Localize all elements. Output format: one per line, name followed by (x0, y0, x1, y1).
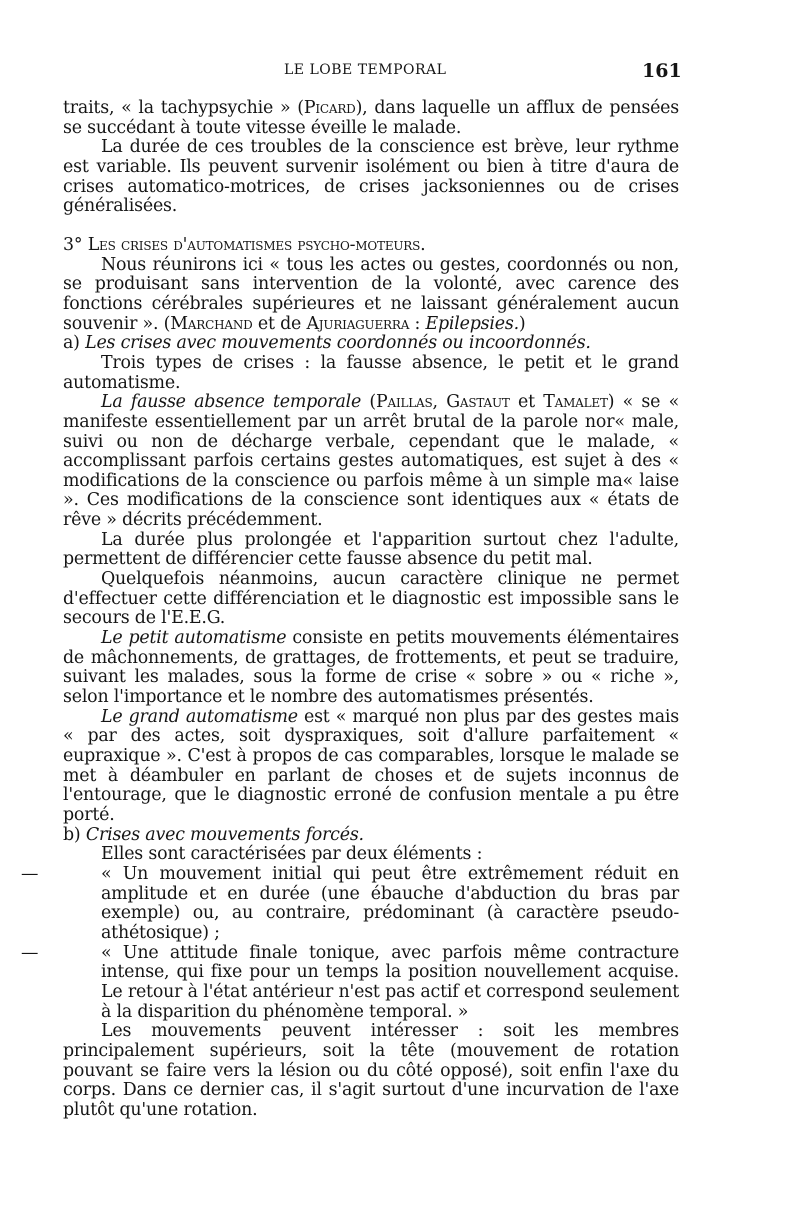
list-item: — « Un mouvement initial qui peut être extrêmement réduit en amplitude et en durée (une ébauche d'abduction du bras par exemple) ou, au contraire, prédominant (à caractère pseudo-athétosique) ; (21, 863, 679, 943)
author-name: Paillas (375, 392, 433, 413)
paragraph: La fausse absence temporale (Paillas, Gastaut et Tamalet) « se « manifeste essentiellement par un arrêt brutal de la parole nor« male, suivi ou non de décharge verbale, cependant que le malade, « accomplissant parfois certains gestes automatiques, est sujet à des « modifications de la conscience ou parfois même à un simple ma« laise ». Ces modifications de la conscience sont identiques aux « états de rêve » décrits précédemment. (63, 392, 680, 531)
subsection-heading: a) Les crises avec mouvements coordonnés ou incoordonnés. (63, 333, 591, 354)
author-name: Ajuriaguerra (306, 313, 410, 334)
term: Le grand automatisme (101, 706, 298, 727)
paragraph: Nous réunirons ici « tous les actes ou gestes, coordonnés ou non, se produisant sans intervention de la volonté, avec carence des fonctions cérébrales supérieures et ne laissant généralement aucun souvenir ». (Marchand et de Ajuriaguerra : Epilepsies.) (63, 254, 679, 334)
paragraph-continuation: traits, « la tachypsychie » (Picard), dans laquelle un afflux de pensées se succédant à toute vitesse éveille le malade. (63, 98, 679, 138)
author-name: Marchand (170, 313, 253, 334)
section-heading (63, 236, 679, 256)
list-item: — « Une attitude finale tonique, avec parfois même contracture intense, qui fixe pour un temps la position nouvellement acquise. Le retour à l'état antérieur n'est pas actif et correspond seulement à la disparition du phénomène temporal. » (21, 942, 679, 1022)
dash-marker: — (21, 942, 39, 963)
author-name: Tamalet (543, 392, 608, 413)
paragraph: Quelquefois néanmoins, aucun caractère clinique ne permet d'effectuer cette différenciation et le diagnostic est impossible sans le secours de l'E.E.G. (63, 569, 679, 629)
page-number: 161 (642, 60, 682, 82)
section-title: Les crises d'automatismes psycho-moteurs. (87, 234, 426, 255)
author-name: Gastaut (446, 392, 510, 413)
paragraph: La durée de ces troubles de la conscience est brève, leur rythme est variable. Ils peuvent survenir isolément ou bien à titre d'aura de crises automatico-motrices, de crises jacksoniennes ou de crises généralisées. (63, 137, 679, 217)
dash-marker: — (21, 863, 39, 884)
paragraph: Le petit automatisme consiste en petits mouvements élémentaires de mâchonnements, de grattages, de frottements, et peut se traduire, suivant les malades, sous la forme de crise « sobre » ou « riche », selon l'importance et le nombre des automatismes présentés. (63, 628, 679, 708)
work-title: Epilepsies. (425, 313, 519, 334)
term: Le petit automatisme (101, 628, 287, 649)
paragraph: Elles sont caractérisées par deux éléments : (101, 844, 483, 865)
term: La fausse absence temporale (101, 392, 362, 413)
dash-list (21, 863, 679, 1022)
subsection-heading: b) Crises avec mouvements forcés. (63, 824, 364, 845)
running-head (0, 60, 800, 84)
running-title: LE LOBE TEMPORAL (284, 62, 447, 78)
paragraph: Trois types de crises : la fausse absence, le petit et le grand automatisme. (63, 352, 679, 393)
paragraph: Les mouvements peuvent intéresser : soit les membres principalement supérieurs, soit la tête (mouvement de rotation pouvant se faire vers la lésion ou du côté opposé), soit enfin l'axe du corps. Dans ce dernier cas, il s'agit surtout d'une incurvation de l'axe plutôt qu'une rotation. (63, 1021, 679, 1120)
body-text (21, 98, 680, 1120)
paragraph: La durée plus prolongée et l'apparition surtout chez l'adulte, permettent de différencier cette fausse absence du petit mal. (63, 529, 679, 570)
paragraph: Le grand automatisme est « marqué non plus par des gestes mais « par des actes, soit dyspraxiques, soit d'allure parfaitement « eupraxique ». C'est à propos de cas comparables, lorsque le malade se met à déambuler en parlant de choses et de sujets inconnus de l'entourage, que le diagnostic erroné de confusion mentale a pu être porté. (63, 706, 680, 825)
section-number: 3° (63, 234, 83, 255)
author-name: Picard (303, 98, 356, 118)
